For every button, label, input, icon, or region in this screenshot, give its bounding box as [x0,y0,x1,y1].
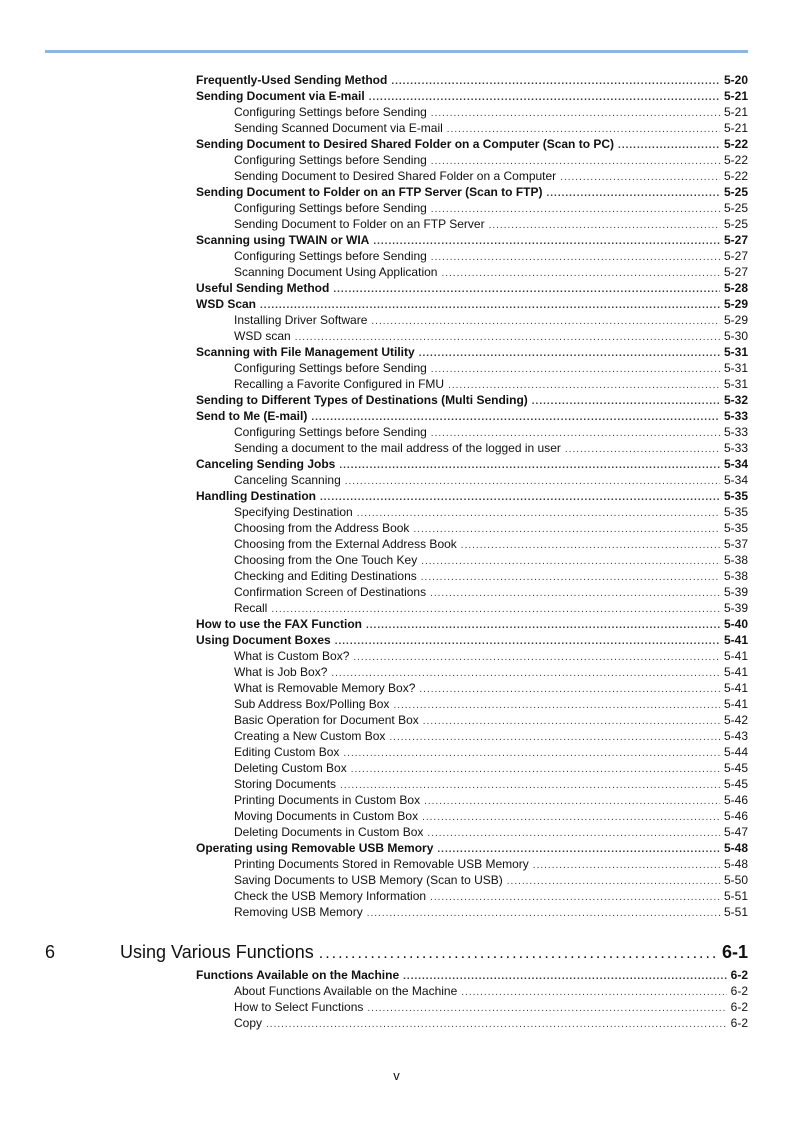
toc-subsection-entry[interactable] [196,824,748,840]
toc-entry-title: Sending Document to Folder on an FTP Server [234,217,485,231]
toc-entry-title: Sub Address Box/Polling Box [234,697,390,711]
dot-leader [391,74,720,90]
toc-entry-page: 5-37 [723,537,748,551]
toc-entry-title: Recalling a Favorite Configured in FMU [234,377,445,391]
toc-entry-page: 5-21 [723,89,748,103]
toc-entry-title: Storing Documents [234,777,337,791]
dot-leader [333,282,720,298]
toc-entry-page: 5-33 [723,425,748,439]
toc-entry-title: What is Custom Box? [234,649,350,663]
toc-subsection-entry[interactable] [196,200,748,216]
toc-subsection-entry[interactable] [196,808,748,824]
toc-entry-page: 5-25 [723,217,748,231]
dot-leader [489,218,720,234]
toc-entry-title: Choosing from the Address Book [234,521,410,535]
toc-section-entry[interactable] [196,88,748,104]
toc-entry-title: Canceling Sending Jobs [196,457,336,471]
toc-entry-page: 6-2 [730,968,748,982]
toc-entry-title: Sending Document to Desired Shared Folder on a Computer (Scan to PC) [196,137,615,151]
toc-subsection-entry[interactable] [196,728,748,744]
toc-section-entry[interactable] [196,632,748,648]
dot-leader [419,346,720,362]
dot-leader [430,586,720,602]
toc-entry-page: 5-33 [723,441,748,455]
toc-section-entry[interactable] [196,967,748,983]
toc-entry-title: Sending Document to Folder on an FTP Server (Scan to FTP) [196,185,543,199]
dot-leader [357,506,720,522]
toc-subsection-entry[interactable] [196,312,748,328]
dot-leader [343,746,720,762]
toc-entry-page: 5-29 [723,313,748,327]
toc-entry-page: 5-46 [723,809,748,823]
toc-subsection-entry[interactable] [196,264,748,280]
dot-leader [320,490,720,506]
toc-entry-title: Sending to Different Types of Destinations (Multi Sending) [196,393,528,407]
dot-leader [565,442,720,458]
toc-entry-title: Scanning with File Management Utility [196,345,415,359]
toc-section-entry[interactable] [196,488,748,504]
dot-leader [419,682,720,698]
toc-section-entry[interactable] [196,840,748,856]
toc-section-entry[interactable] [196,232,748,248]
toc-entry-title: Operating using Removable USB Memory [196,841,434,855]
toc-entry-page: 5-42 [723,713,748,727]
toc-entry-page: 5-31 [723,377,748,391]
chapter-contents [196,967,748,1031]
toc-entry-title: Sending Scanned Document via E-mail [234,121,443,135]
toc-entry-title: Copy [234,1016,263,1030]
toc-section-entry[interactable] [196,392,748,408]
toc-entry-title: Creating a New Custom Box [234,729,386,743]
toc-subsection-entry[interactable] [196,904,748,920]
toc-subsection-entry[interactable] [196,168,748,184]
toc-entry-title: Specifying Destination [234,505,353,519]
toc-subsection-entry[interactable] [196,1015,748,1031]
toc-entry-page: 5-27 [723,233,748,247]
dot-leader [430,890,720,906]
toc-entry-page: 5-38 [723,569,748,583]
toc-subsection-entry[interactable] [196,424,748,440]
toc-section-entry[interactable] [196,280,748,296]
dot-leader [367,906,720,922]
toc-entry-title: Basic Operation for Document Box [234,713,419,727]
toc-entry-page: 5-35 [723,505,748,519]
toc-subsection-entry[interactable] [196,328,748,344]
toc-entry-title: Scanning Document Using Application [234,265,438,279]
toc-entry-title: Functions Available on the Machine [196,968,400,982]
toc-subsection-entry[interactable] [196,888,748,904]
toc-entry-title: WSD scan [234,329,291,343]
toc-subsection-entry[interactable] [196,983,748,999]
dot-leader [427,826,720,842]
chapter-heading[interactable] [45,942,748,966]
chapter-title: Using Various Functions [120,942,314,962]
toc-subsection-entry[interactable] [196,792,748,808]
toc-subsection-entry[interactable] [196,152,748,168]
toc-entry-title: How to Select Functions [234,1000,364,1014]
toc-section-entry[interactable] [196,296,748,312]
header-rule [45,50,748,53]
dot-leader [353,650,720,666]
toc-subsection-entry[interactable] [196,440,748,456]
toc-entry-page: 6-2 [730,1000,748,1014]
toc-subsection-entry[interactable] [196,552,748,568]
toc-entry-title: Sending Document to Desired Shared Folder on a Computer [234,169,557,183]
toc-entry-title: How to use the FAX Function [196,617,362,631]
dot-leader [431,250,720,266]
toc-subsection-entry[interactable] [196,120,748,136]
toc-entry-page: 5-43 [723,729,748,743]
toc-entry-title: Configuring Settings before Sending [234,425,427,439]
toc-entry-page: 5-51 [723,905,748,919]
toc-section-entry[interactable] [196,136,748,152]
dot-leader [319,945,717,963]
chapter-number: 6 [45,942,56,962]
toc-subsection-entry[interactable] [196,104,748,120]
toc-entry-page: 5-50 [723,873,748,887]
dot-leader [560,170,720,186]
toc-entry-title: Scanning using TWAIN or WIA [196,233,370,247]
toc-section-entry[interactable] [196,456,748,472]
toc-section-entry[interactable] [196,72,748,88]
toc-entry-title: Saving Documents to USB Memory (Scan to USB) [234,873,503,887]
toc-entry-page: 5-21 [723,105,748,119]
toc-subsection-entry[interactable] [196,584,748,600]
dot-leader [532,394,720,410]
toc-entry-page: 5-48 [723,857,748,871]
toc-entry-title: Printing Documents Stored in Removable USB Memory [234,857,529,871]
toc-subsection-entry[interactable] [196,664,748,680]
toc-entry-page: 5-28 [723,281,748,295]
dot-leader [371,314,720,330]
toc-subsection-entry[interactable] [196,472,748,488]
toc-entry-page: 6-2 [730,984,748,998]
toc-entry-title: Frequently-Used Sending Method [196,73,388,87]
toc-entry-title: Handling Destination [196,489,316,503]
toc-entry-page: 5-39 [723,601,748,615]
toc-entry-page: 5-32 [723,393,748,407]
dot-leader [393,698,720,714]
dot-leader [367,1001,726,1017]
toc-subsection-entry[interactable] [196,600,748,616]
toc-entry-page: 5-35 [723,521,748,535]
dot-leader [389,730,720,746]
toc-entry-title: WSD Scan [196,297,257,311]
toc-entry-title: Choosing from the One Touch Key [234,553,418,567]
toc-entry-page: 5-41 [723,665,748,679]
toc-entry-page: 5-45 [723,761,748,775]
toc-subsection-entry[interactable] [196,536,748,552]
toc-entry-page: 5-22 [723,169,748,183]
toc-subsection-entry[interactable] [196,216,748,232]
toc-subsection-entry[interactable] [196,680,748,696]
dot-leader [351,762,720,778]
chapter-page: 6-1 [721,942,748,962]
toc-entry-title: Deleting Custom Box [234,761,347,775]
toc-entry-page: 5-41 [723,697,748,711]
toc-entry-page: 5-30 [723,329,748,343]
toc-section-entry[interactable] [196,184,748,200]
toc-entry-title: Editing Custom Box [234,745,340,759]
toc-entry-title: Configuring Settings before Sending [234,105,427,119]
toc-entry-page: 5-29 [723,297,748,311]
toc-subsection-entry[interactable] [196,360,748,376]
toc-entry-title: Sending a document to the mail address of the logged in user [234,441,561,455]
toc-entry-page: 5-27 [723,265,748,279]
toc-entry-title: Canceling Scanning [234,473,341,487]
toc-entry-page: 5-51 [723,889,748,903]
dot-leader [266,1017,727,1033]
toc-entry-page: 5-34 [723,457,748,471]
toc-section-entry[interactable] [196,408,748,424]
toc-entry-title: Sending Document via E-mail [196,89,365,103]
toc-entry-page: 5-35 [723,489,748,503]
toc-section-entry[interactable] [196,616,748,632]
toc-entry-page: 5-44 [723,745,748,759]
toc-entry-page: 5-22 [723,153,748,167]
toc-entry-page: 5-39 [723,585,748,599]
dot-leader [413,522,720,538]
toc-entry-title: Using Document Boxes [196,633,331,647]
toc-entry-page: 5-45 [723,777,748,791]
toc-subsection-entry[interactable] [196,520,748,536]
toc-entry-page: 5-38 [723,553,748,567]
dot-leader [533,858,720,874]
toc-entry-page: 5-21 [723,121,748,135]
toc-entry-page: 5-46 [723,793,748,807]
dot-leader [421,570,720,586]
dot-leader [422,810,720,826]
toc-entry-page: 5-33 [723,409,748,423]
dot-leader [424,794,720,810]
dot-leader [546,186,719,202]
dot-leader [461,985,726,1001]
toc-entry-title: Configuring Settings before Sending [234,249,427,263]
toc-entry-title: Useful Sending Method [196,281,330,295]
toc-subsection-entry[interactable] [196,999,748,1015]
toc-entry-title: Moving Documents in Custom Box [234,809,419,823]
toc-subsection-entry[interactable] [196,696,748,712]
toc-entry-page: 5-27 [723,249,748,263]
dot-leader [339,458,720,474]
page-number-footer: v [393,1068,400,1083]
toc-entry-title: What is Job Box? [234,665,328,679]
toc-entry-page: 5-31 [723,345,748,359]
toc-entry-title: What is Removable Memory Box? [234,681,416,695]
toc-entry-title: Configuring Settings before Sending [234,201,427,215]
dot-leader [507,874,720,890]
toc-subsection-entry[interactable] [196,744,748,760]
toc-entry-page: 5-25 [723,185,748,199]
toc-subsection-entry[interactable] [196,712,748,728]
toc-entry-page: 5-48 [723,841,748,855]
toc-subsection-entry[interactable] [196,856,748,872]
toc-entry-page: 5-20 [723,73,748,87]
toc-entry-title: Deleting Documents in Custom Box [234,825,424,839]
toc-entry-title: Recall [234,601,268,615]
toc-entry-title: Printing Documents in Custom Box [234,793,421,807]
toc-subsection-entry[interactable] [196,248,748,264]
toc-subsection-entry[interactable] [196,872,748,888]
toc-entry-title: Confirmation Screen of Destinations [234,585,427,599]
toc-subsection-entry[interactable] [196,776,748,792]
toc-entry-title: Installing Driver Software [234,313,368,327]
toc-entry-title: Checking and Editing Destinations [234,569,417,583]
toc-entry-title: Removing USB Memory [234,905,363,919]
toc-entry-page: 5-22 [723,137,748,151]
toc-entry-title: Configuring Settings before Sending [234,153,427,167]
toc-entry-title: About Functions Available on the Machine [234,984,458,998]
toc-entry-page: 5-25 [723,201,748,215]
dot-leader [431,106,720,122]
toc-entry-page: 5-47 [723,825,748,839]
toc-entry-page: 5-31 [723,361,748,375]
toc-entry-page: 5-34 [723,473,748,487]
dot-leader [421,554,720,570]
dot-leader [423,714,720,730]
toc-section-entry[interactable] [196,344,748,360]
toc-subsection-entry[interactable] [196,648,748,664]
dot-leader [461,538,720,554]
toc-subsection-entry[interactable] [196,760,748,776]
dot-leader [335,634,720,650]
toc-subsection-entry[interactable] [196,376,748,392]
toc-entry-page: 5-41 [723,681,748,695]
toc-entry-page: 5-40 [723,617,748,631]
toc-entry-title: Send to Me (E-mail) [196,409,308,423]
toc-entry-page: 5-41 [723,649,748,663]
dot-leader [366,618,720,634]
dot-leader [431,362,720,378]
toc-entry-page: 6-2 [730,1016,748,1030]
toc-entry-title: Configuring Settings before Sending [234,361,427,375]
toc-subsection-entry[interactable] [196,504,748,520]
toc-entry-title: Choosing from the External Address Book [234,537,457,551]
toc-entry-page: 5-41 [723,633,748,647]
dot-leader [441,266,720,282]
toc-entry-title: Check the USB Memory Information [234,889,427,903]
table-of-contents [196,72,748,920]
toc-subsection-entry[interactable] [196,568,748,584]
dot-leader [618,138,720,154]
dot-leader [345,474,720,490]
